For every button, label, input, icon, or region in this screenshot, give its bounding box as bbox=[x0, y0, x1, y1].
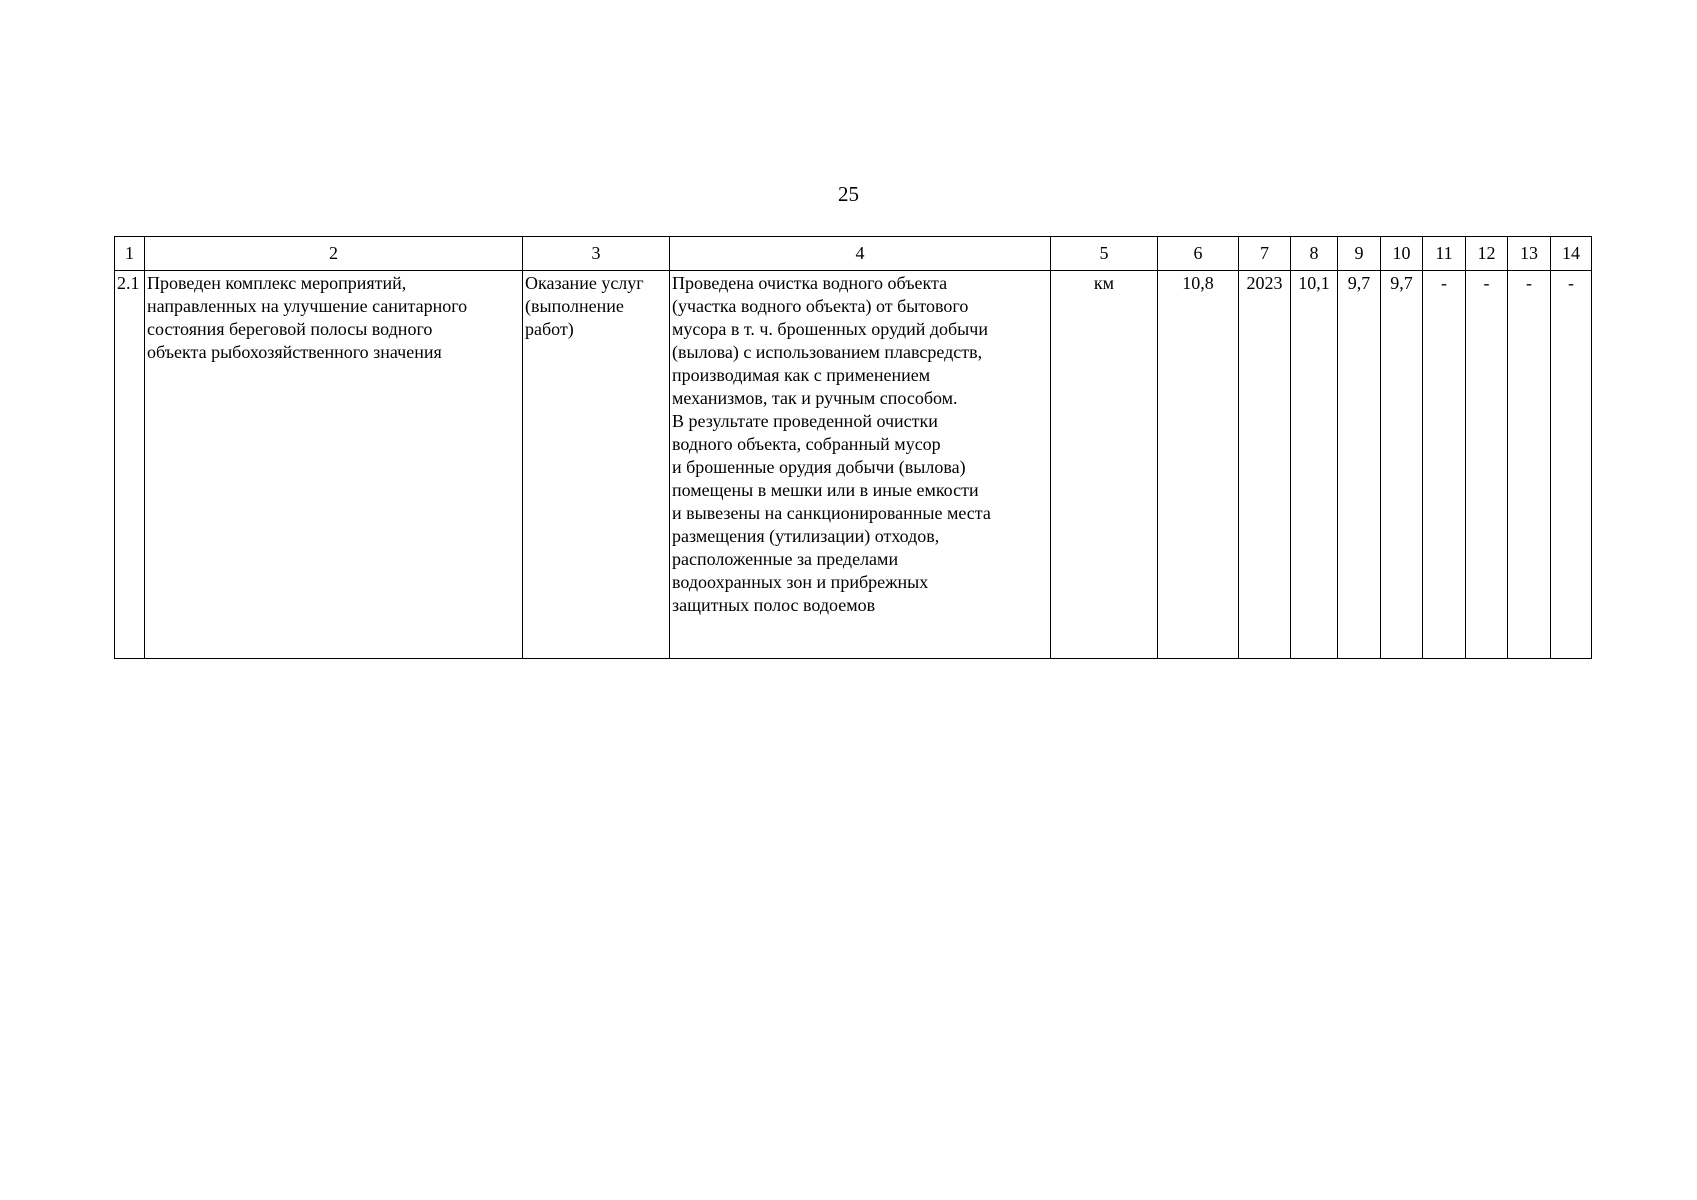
table-header-row bbox=[115, 237, 1592, 271]
column-header: 10 bbox=[1381, 237, 1423, 271]
measure-description-text: Проведен комплекс мероприятий, направленных на улучшение санитарного состояния береговой полосы водного объекта рыбохозяйственного значения bbox=[147, 273, 468, 362]
column-header: 12 bbox=[1466, 237, 1508, 271]
column-header: 9 bbox=[1338, 237, 1381, 271]
column-header: 5 bbox=[1051, 237, 1158, 271]
result-characteristics-text: Проведена очистка водного объекта (участка водного объекта) от бытового мусора в т. ч. брошенных орудий добычи (вылова) с использованием плавсредств, производимая как с применением механизмов, так и ручным способом. В результате проведенной очистки водного объекта, собранный мусор и брошенные орудия добычи (вылова) помещены в мешки или в иные емкости и вывезены на санкционированные места размещения (утилизации) отходов, расположенные за пределами водоохранных зон и прибрежных защитных полос водоемов bbox=[672, 273, 991, 615]
measure-description-cell bbox=[145, 271, 523, 659]
table-row bbox=[115, 271, 1592, 659]
column-header: 6 bbox=[1158, 237, 1239, 271]
value-cell-8: 10,1 bbox=[1291, 271, 1338, 659]
column-header: 13 bbox=[1508, 237, 1551, 271]
value-cell-9: 9,7 bbox=[1338, 271, 1381, 659]
value-cell-12: - bbox=[1466, 271, 1508, 659]
column-header: 8 bbox=[1291, 237, 1338, 271]
column-header: 3 bbox=[523, 237, 670, 271]
column-header: 1 bbox=[115, 237, 145, 271]
column-header: 14 bbox=[1551, 237, 1592, 271]
result-type-text: Оказание услуг (выполнение работ) bbox=[525, 273, 644, 339]
base-value-cell: 10,8 bbox=[1158, 271, 1239, 659]
value-cell-10: 9,7 bbox=[1381, 271, 1423, 659]
data-table bbox=[114, 236, 1592, 659]
value-cell-14: - bbox=[1551, 271, 1592, 659]
page-number: 25 bbox=[838, 182, 859, 206]
base-year-cell: 2023 bbox=[1239, 271, 1291, 659]
column-header: 11 bbox=[1423, 237, 1466, 271]
column-header: 7 bbox=[1239, 237, 1291, 271]
unit-cell: км bbox=[1051, 271, 1158, 659]
row-number-cell: 2.1 bbox=[115, 271, 145, 659]
value-cell-11: - bbox=[1423, 271, 1466, 659]
value-cell-13: - bbox=[1508, 271, 1551, 659]
result-type-cell bbox=[523, 271, 670, 659]
column-header: 4 bbox=[670, 237, 1051, 271]
result-characteristics-cell bbox=[670, 271, 1051, 659]
column-header: 2 bbox=[145, 237, 523, 271]
